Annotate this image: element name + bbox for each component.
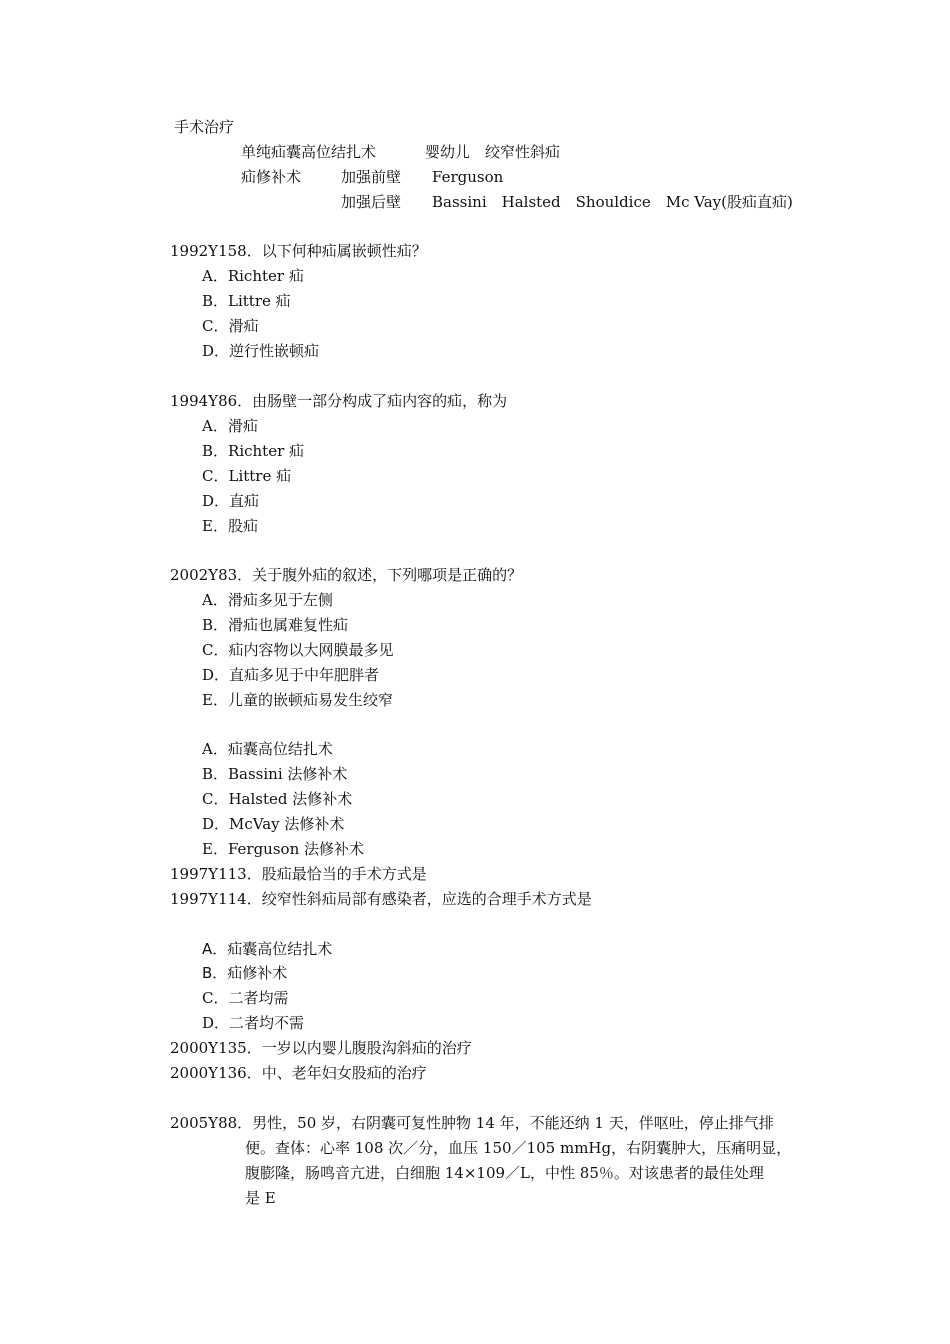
question-stem: 1992Y158．以下何种疝属嵌顿性疝？ [170,242,427,260]
option-item: D．直疝多见于中年肥胖者 [202,666,380,684]
surgery-row3-methods: Bassini Halsted Shouldice Mc Vay(股疝直疝) [432,193,793,211]
question-stem: 2002Y83．关于腹外疝的叙述，下列哪项是正确的？ [170,566,523,584]
surgery-row1-label: 单纯疝囊高位结扎术 [241,143,377,161]
option-item: B．滑疝也属难复性疝 [202,616,349,634]
option-item: D．二者均不需 [202,1014,305,1032]
question-stem: 1997Y113．股疝最恰当的手术方式是 [170,865,427,883]
question-stem: 2000Y135．一岁以内婴儿腹股沟斜疝的治疗 [170,1039,472,1057]
surgery-row2-sub: 加强前壁 [341,168,402,186]
option-item: B．Richter 疝 [202,442,305,460]
option-item: C．二者均需 [202,989,289,1007]
question-stem: 2005Y88．男性，50 岁，右阴囊可复性肿物 14 年，不能还纳 1 天，伴呕吐，停止排气排 [170,1114,774,1132]
option-item: C．Halsted 法修补术 [202,790,353,808]
option-item: A．滑疝多见于左侧 [202,591,333,609]
surgery-row2-label: 疝修补术 [241,168,302,186]
option-item: B．Littre 疝 [202,292,291,310]
option-item: A．疝囊高位结扎术 [202,940,333,958]
option-item: B．Bassini 法修补术 [202,765,348,783]
option-item: D．逆行性嵌顿疝 [202,342,320,360]
surgery-row1-note: 婴幼儿 绞窄性斜疝 [425,143,561,161]
surgery-row3-sub: 加强后壁 [341,193,402,211]
option-item: D．直疝 [202,492,260,510]
question-stem: 1994Y86．由肠壁一部分构成了疝内容的疝，称为 [170,392,508,410]
option-item: A．Richter 疝 [202,267,304,285]
option-item: A．滑疝 [202,417,258,435]
option-item: A．疝囊高位结扎术 [202,740,333,758]
question-stem-continued: 便。查体：心率 108 次／分，血压 150／105 mmHg，右阴囊肿大，压痛明显， [245,1139,792,1157]
option-item: C．Littre 疝 [202,467,292,485]
option-item: E．Ferguson 法修补术 [202,840,365,858]
question-stem: 1997Y114．绞窄性斜疝局部有感染者，应选的合理手术方式是 [170,890,592,908]
option-item: C．疝内容物以大网膜最多见 [202,641,394,659]
option-item: E．股疝 [202,517,258,535]
option-item: D．McVay 法修补术 [202,815,345,833]
option-item: E．儿童的嵌顿疝易发生绞窄 [202,691,393,709]
question-stem-continued: 腹膨隆，肠鸣音亢进，白细胞 14×109／L，中性 85％。对该患者的最佳处理 [245,1164,764,1182]
surgery-title: 手术治疗 [174,118,235,136]
option-item: C．滑疝 [202,317,259,335]
option-item: B．疝修补术 [202,964,288,982]
surgery-row2-method: Ferguson [432,168,504,186]
question-stem: 2000Y136．中、老年妇女股疝的治疗 [170,1064,427,1082]
question-answer: 是 E [245,1189,276,1207]
